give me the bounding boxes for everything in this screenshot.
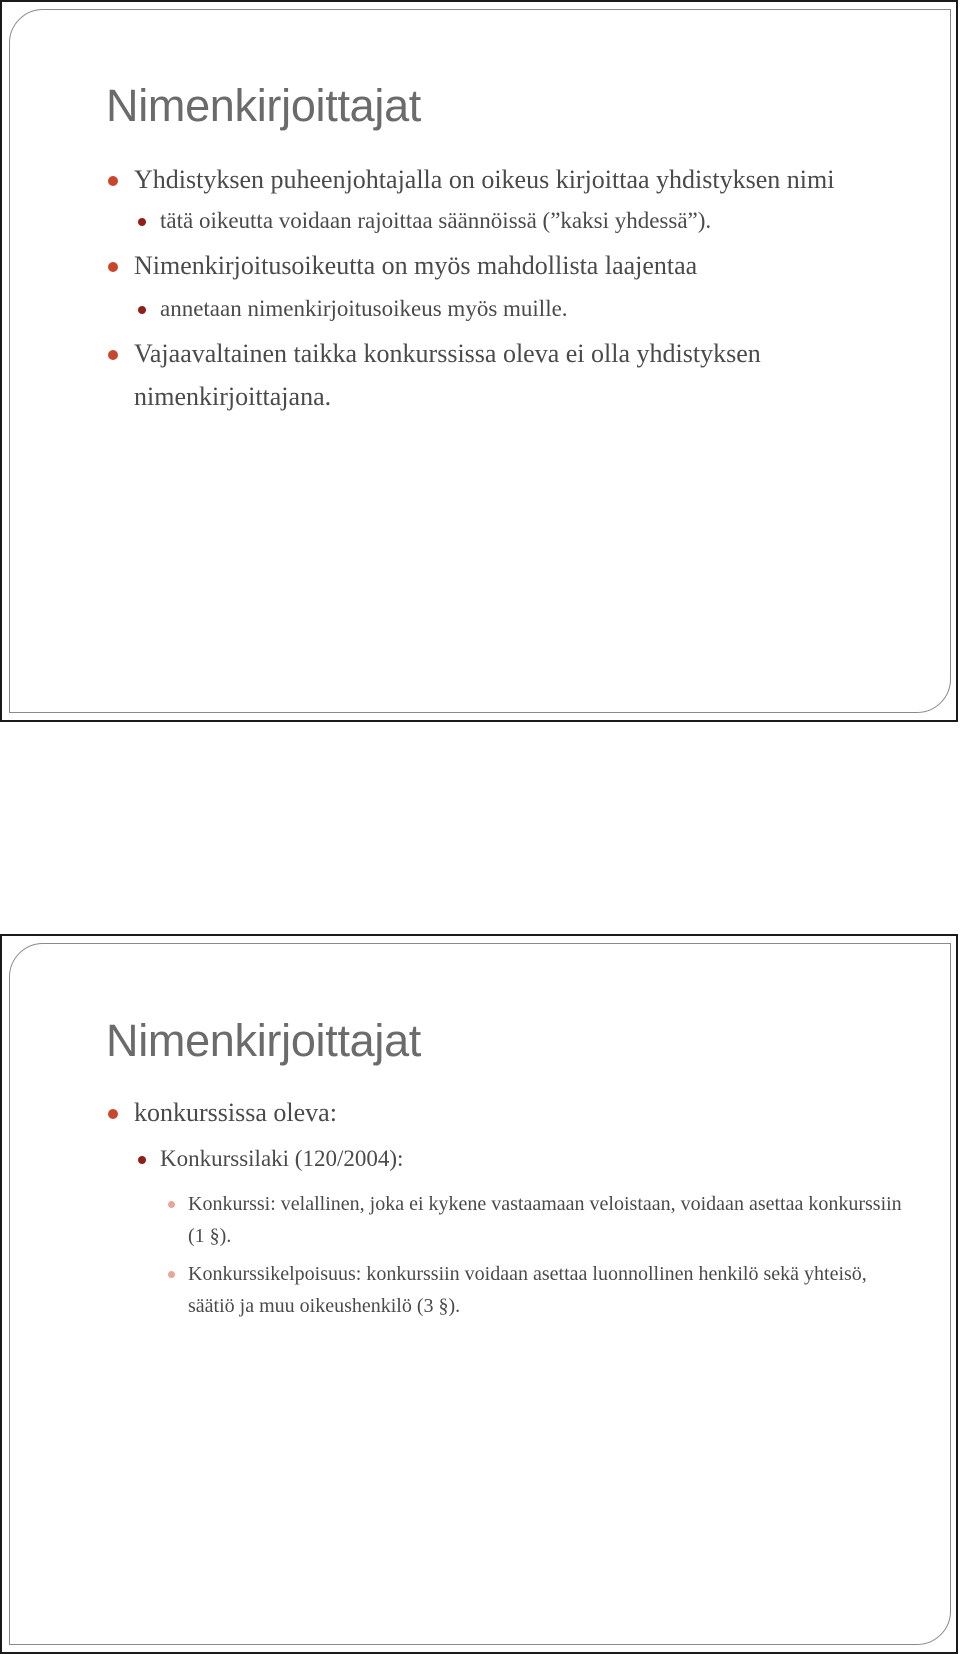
slide-2-subsubbullet-1-text: Konkurssi: velallinen, joka ei kykene vastaamaan veloistaan, voidaan asettaa konkurssiin (1 §).	[188, 1193, 902, 1247]
slide-2-title: Nimenkirjoittajat	[106, 1015, 421, 1066]
bullet-dot-icon	[108, 1109, 118, 1119]
bullet-dot-icon	[108, 176, 118, 186]
slide-1-subbullet-1-text: tätä oikeutta voidaan rajoittaa säännöissä (”kaksi yhdessä”).	[160, 208, 712, 233]
slide-1-bullet-3	[108, 332, 908, 418]
bullet-dot-icon	[168, 1271, 175, 1278]
slide-2-subbullet-1	[108, 1136, 908, 1182]
slide-1-bullet-3-text: Vajaavaltainen taikka konkurssissa oleva ei olla yhdistyksen nimenkirjoittajana.	[134, 339, 761, 411]
slide-2-bullet-1-text: konkurssissa oleva:	[134, 1098, 337, 1127]
slide-2-subsubbullet-2-text: Konkurssikelpoisuus: konkurssiin voidaan asettaa luonnollinen henkilö sekä yhteisö, säätiö ja muu oikeushenkilö (3 §).	[188, 1263, 867, 1317]
slide-1-bullet-2-text: Nimenkirjoitusoikeutta on myös mahdollista laajentaa	[134, 251, 698, 280]
slide-1-subbullet-2	[108, 287, 908, 331]
bullet-dot-icon	[108, 262, 118, 272]
slide-2-subbullet-1-text: Konkurssilaki (120/2004):	[160, 1146, 404, 1171]
slide-1-title: Nimenkirjoittajat	[106, 80, 421, 131]
slide-1-subbullet-1	[108, 201, 908, 241]
slide-1-bullet-list	[108, 158, 908, 418]
bullet-dot-icon	[108, 350, 118, 360]
slide-1-subbullet-2-text: annetaan nimenkirjoitusoikeus myös muille.	[160, 296, 568, 321]
slide-1-bullet-1	[108, 158, 908, 201]
slide-2-subsubbullet-2	[108, 1258, 908, 1322]
bullet-dot-icon	[138, 306, 146, 314]
bullet-dot-icon	[138, 218, 146, 226]
slide-2-bullet-list	[108, 1090, 908, 1322]
bullet-dot-icon	[138, 1156, 146, 1164]
slide-2-subsubbullet-1	[108, 1188, 908, 1252]
slide-1-bullet-1-text: Yhdistyksen puheenjohtajalla on oikeus kirjoittaa yhdistyksen nimi	[134, 165, 835, 194]
slide-2-bullet-1	[108, 1090, 908, 1136]
bullet-dot-icon	[168, 1201, 175, 1208]
slide-1-bullet-2	[108, 244, 908, 287]
